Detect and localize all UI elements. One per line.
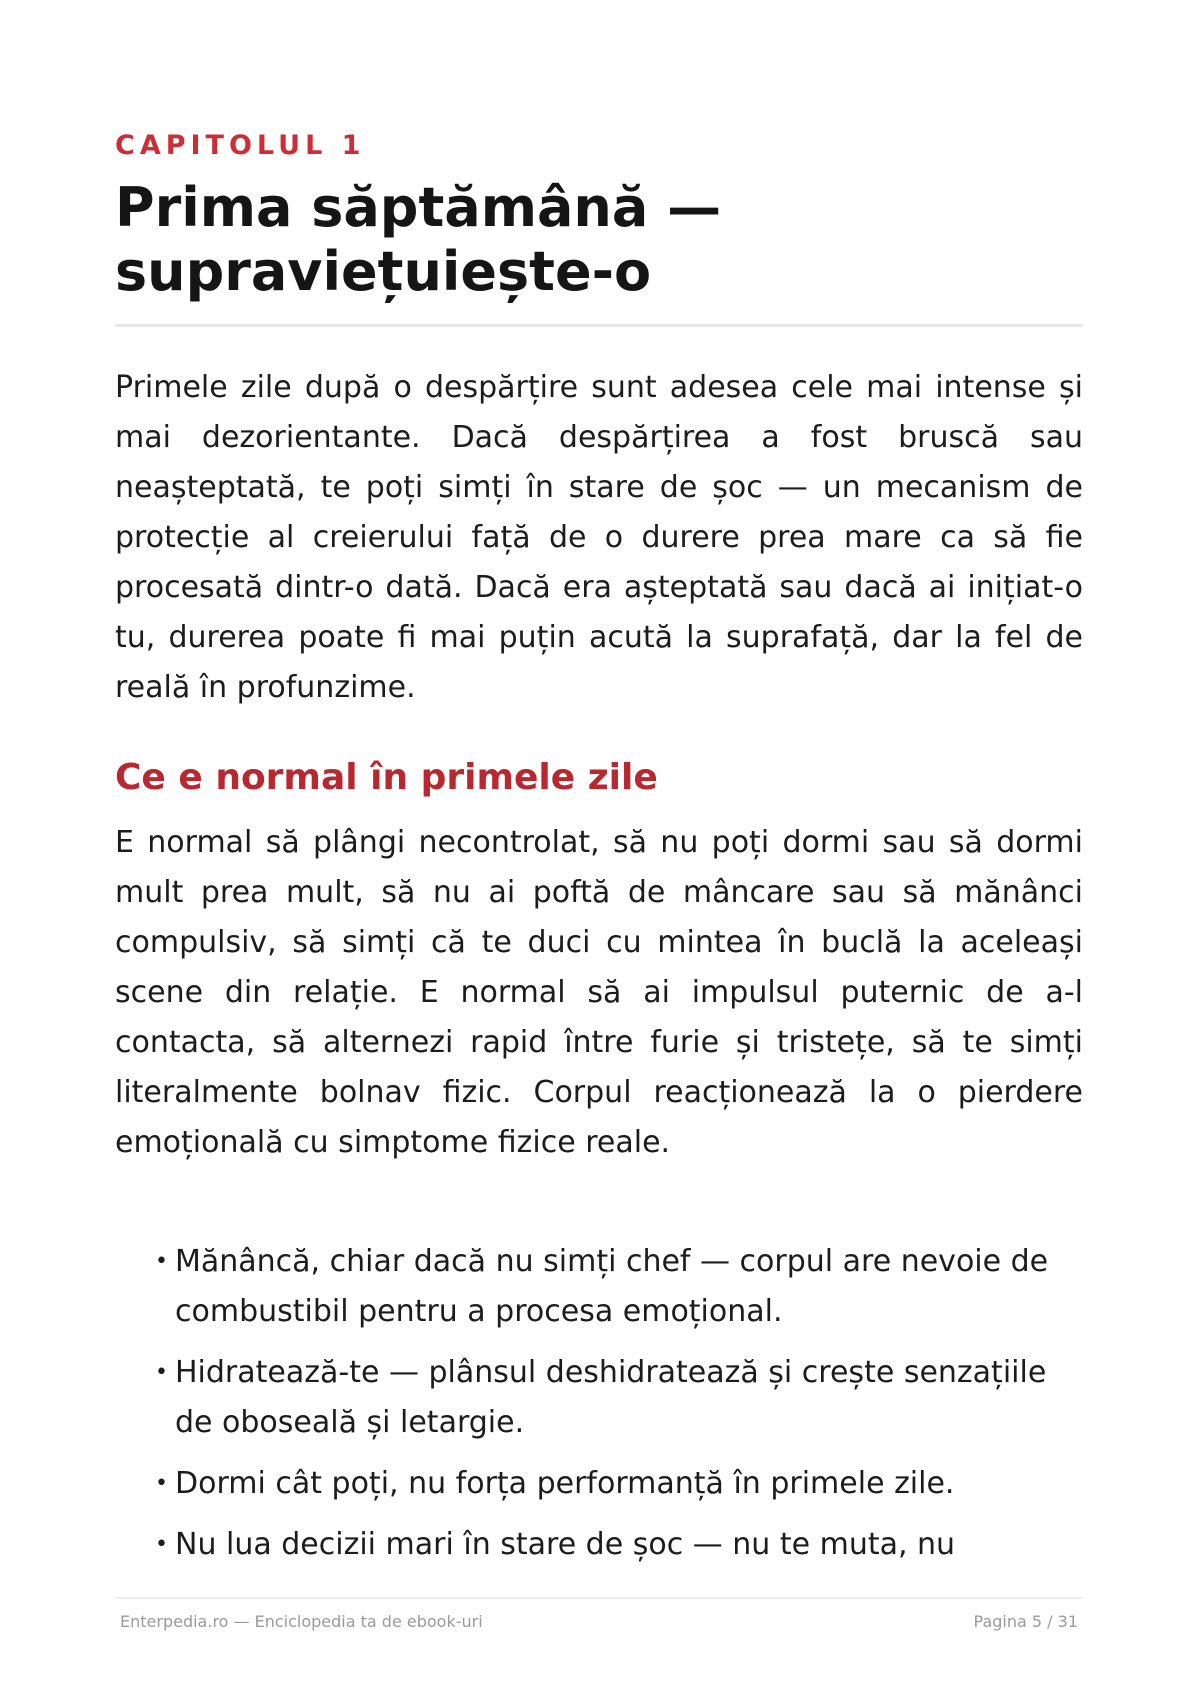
tips-list: [155, 1237, 1075, 1581]
title-divider: [115, 324, 1083, 327]
list-item: [155, 1459, 1075, 1509]
chapter-title: [115, 176, 1083, 304]
intro-paragraph: Primele zile după o despărțire sunt adesea cele mai intense și mai dezorientante. Dacă despărțirea a fost bruscă sau neașteptată, te poți simți în stare de șoc — un mecanism de protecție al creierului față de o durere prea mare ca să fie procesată dintr-o dată. Dacă era așteptată sau dacă ai inițiat-o tu, durerea poate fi mai puțin acută la suprafață, dar la fel de reală în profunzime.: [115, 370, 1083, 705]
footer-divider: [115, 1597, 1083, 1599]
list-item: [155, 1520, 1075, 1570]
list-item: [155, 1237, 1075, 1337]
chapter-label: CAPITOLUL 1: [115, 130, 366, 161]
list-item-text: Dormi cât poți, nu forța performanță în primele zile.: [175, 1466, 955, 1501]
list-item: [155, 1348, 1075, 1448]
bullet-icon: •: [155, 1471, 168, 1496]
footer-page-number: Pagina 5 / 31: [973, 1612, 1078, 1631]
list-item-text: Nu lua decizii mari în stare de șoc — nu te muta, nu: [175, 1527, 956, 1562]
ebook-page: [115, 0, 1083, 1683]
chapter-title-line1: Prima săptămână —: [115, 176, 722, 239]
bullet-icon: •: [155, 1249, 168, 1274]
list-item-text: Hidratează-te — plânsul deshidratează și crește senzațiile de oboseală și letargie.: [175, 1355, 1047, 1440]
bullet-icon: •: [155, 1532, 168, 1557]
footer-site-name: Enterpedia.ro — Enciclopedia ta de ebook-uri: [120, 1612, 483, 1631]
chapter-title-line2: supraviețuiește-o: [115, 240, 652, 303]
bullet-icon: •: [155, 1360, 168, 1385]
list-item-text: Mănâncă, chiar dacă nu simți chef — corpul are nevoie de combustibil pentru a procesa emoțional.: [175, 1244, 1049, 1329]
section-paragraph: E normal să plângi necontrolat, să nu poți dormi sau să dormi mult prea mult, să nu ai poftă de mâncare sau să mănânci compulsiv, să simți că te duci cu mintea în buclă la aceleași scene din relație. E normal să ai impulsul puternic de a-l contacta, să alternezi rapid între furie și tristețe, să te simți literalmente bolnav fizic. Corpul reacționează la o pierdere emoțională cu simptome fizice reale.: [115, 825, 1083, 1160]
section-heading: Ce e normal în primele zile: [115, 757, 658, 798]
